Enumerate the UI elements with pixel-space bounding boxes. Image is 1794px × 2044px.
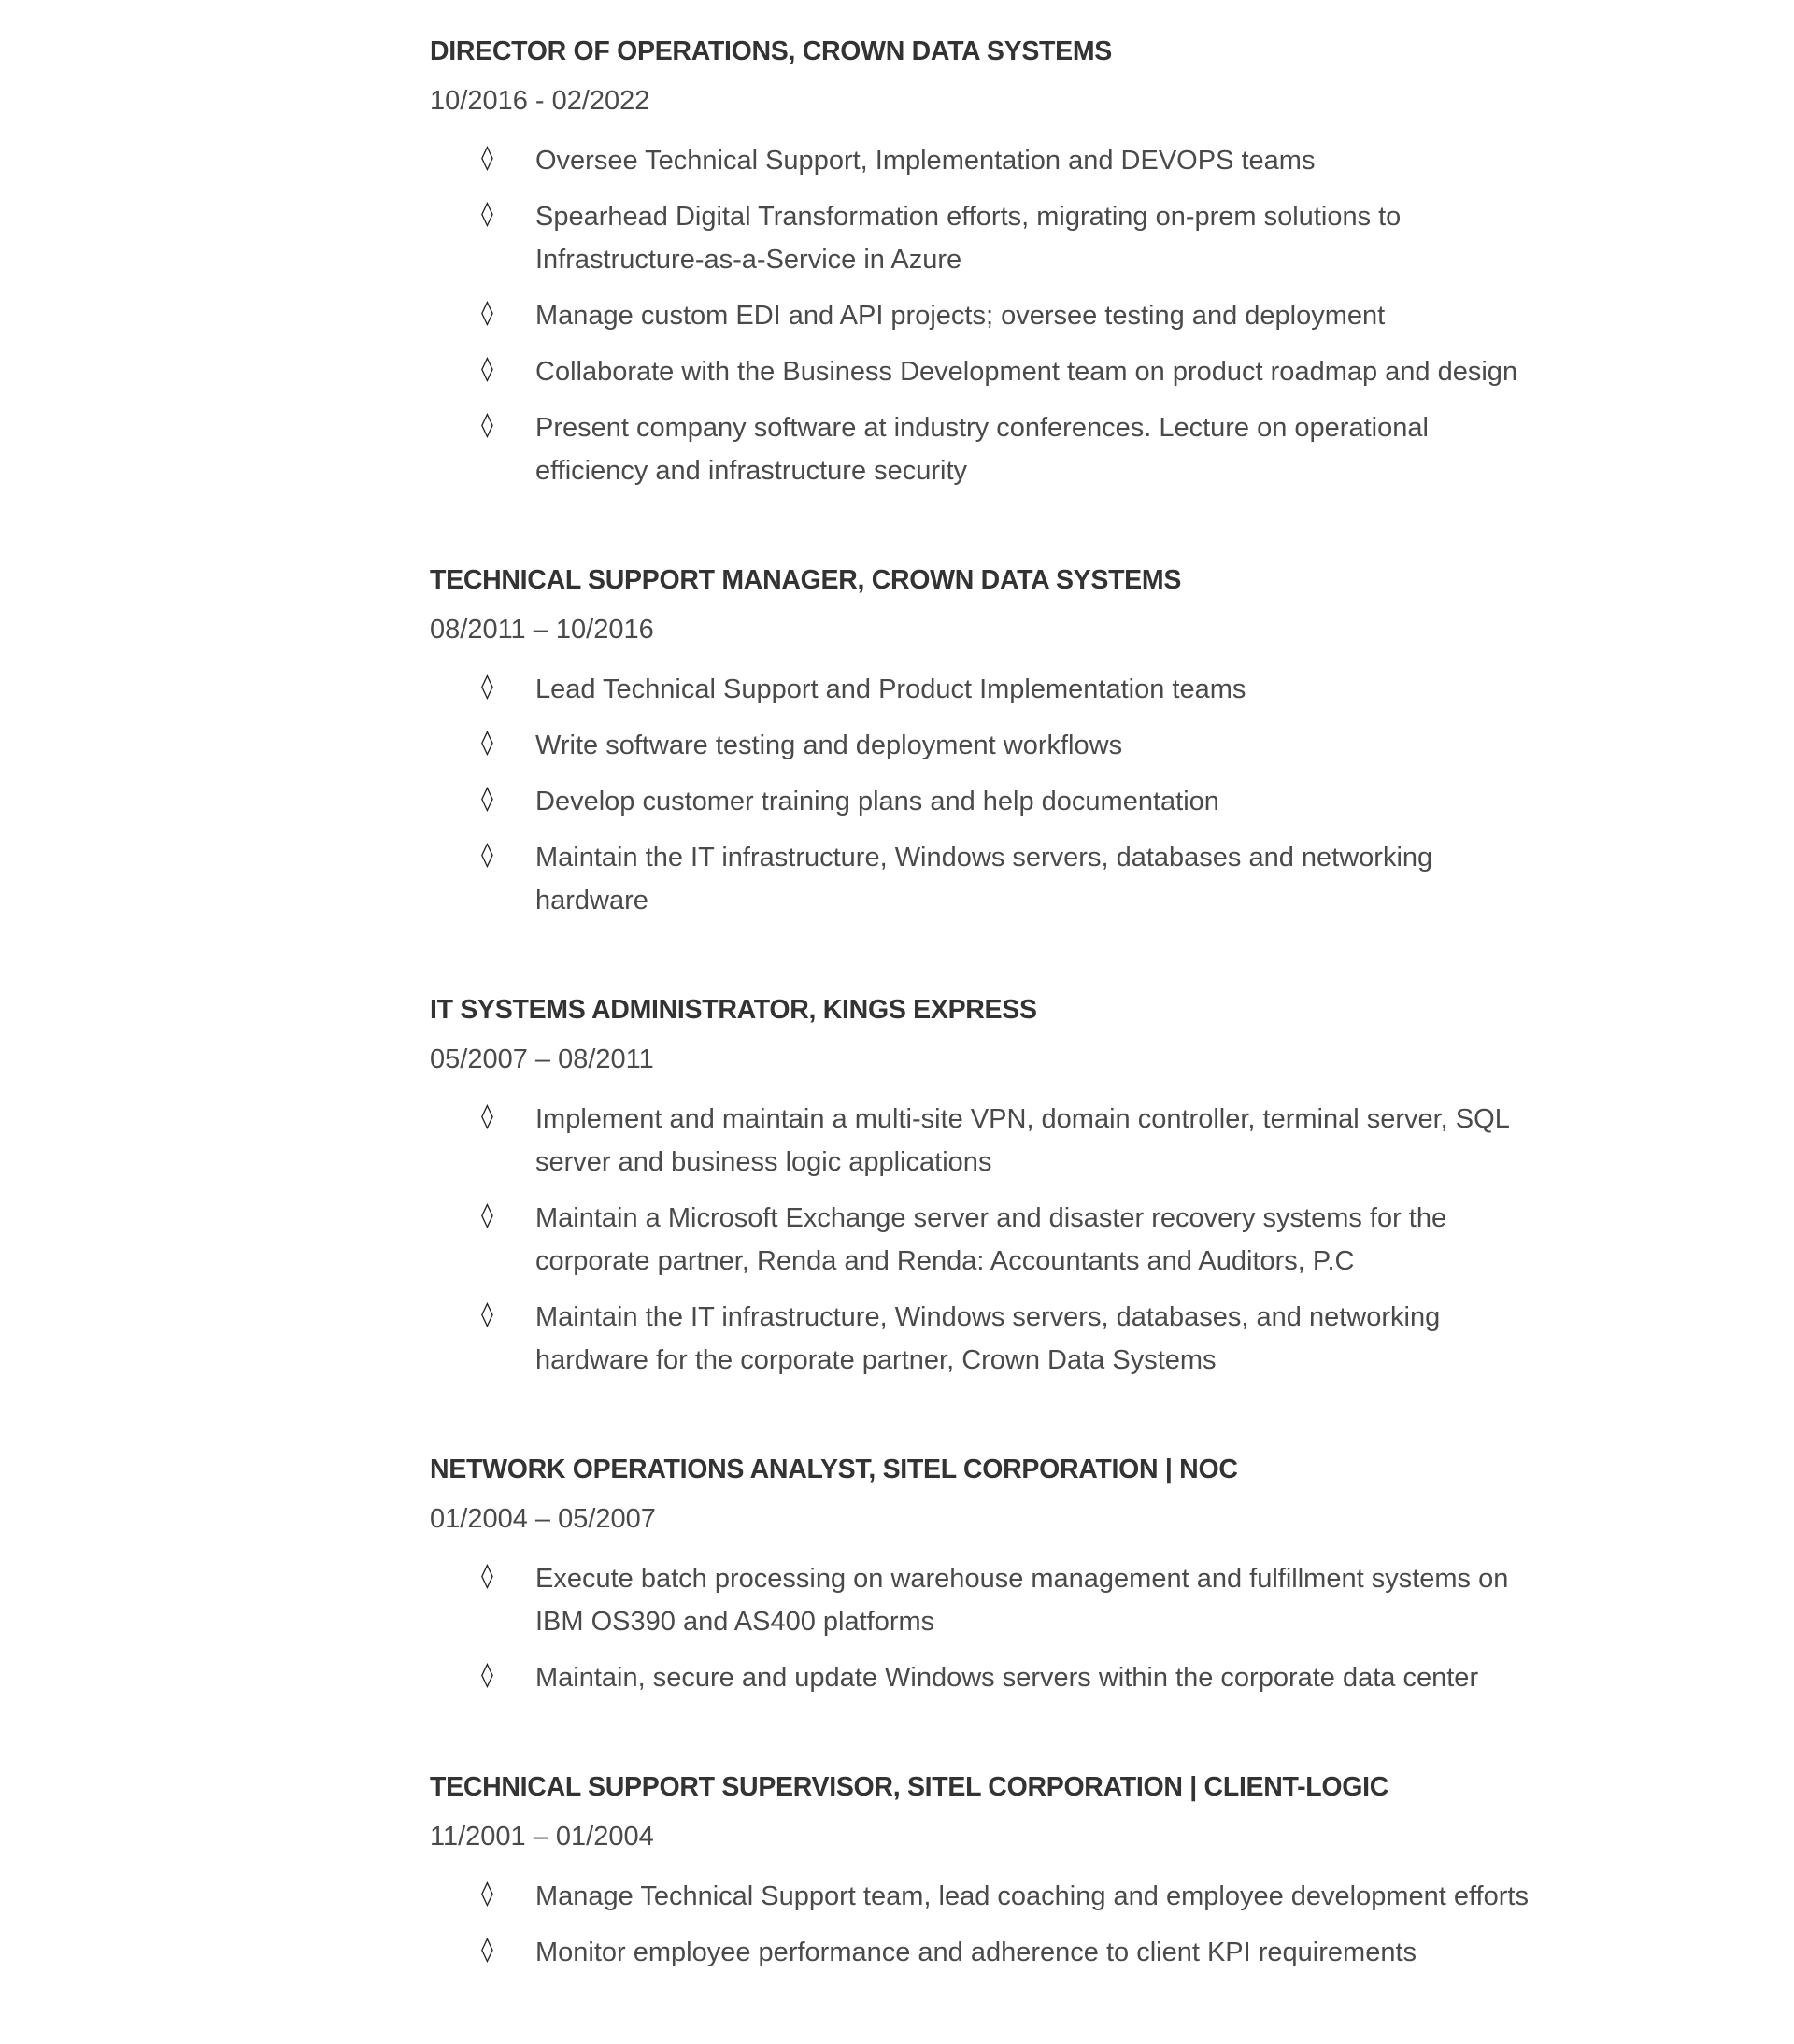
job-bullet-text: Execute batch processing on warehouse management and fulfillment systems on IBM OS390 and AS400 platforms bbox=[535, 1564, 1509, 1637]
job-bullet-list bbox=[430, 1875, 1644, 1974]
job-bullet-list bbox=[430, 1098, 1644, 1382]
job-entry bbox=[430, 1452, 1644, 1699]
diamond-outline-icon: ◊ bbox=[481, 1562, 493, 1590]
job-bullet-item bbox=[430, 668, 1545, 711]
job-bullet-item bbox=[430, 836, 1545, 922]
job-bullet-item bbox=[430, 350, 1545, 393]
diamond-outline-icon: ◊ bbox=[481, 1102, 493, 1130]
job-bullet-item bbox=[430, 139, 1545, 182]
job-title: DIRECTOR OF OPERATIONS, CROWN DATA SYSTEMS bbox=[430, 36, 1113, 66]
diamond-outline-icon: ◊ bbox=[481, 729, 493, 757]
job-bullet-text: Maintain the IT infrastructure, Windows servers, databases and networking hardware bbox=[535, 843, 1433, 916]
job-bullet-text: Lead Technical Support and Product Implementation teams bbox=[535, 674, 1246, 704]
diamond-outline-icon: ◊ bbox=[481, 673, 493, 701]
job-bullet-text: Collaborate with the Business Development team on product roadmap and design bbox=[535, 357, 1518, 387]
diamond-outline-icon: ◊ bbox=[481, 144, 493, 172]
job-bullet-item bbox=[430, 780, 1545, 823]
job-bullet-item bbox=[430, 1098, 1545, 1184]
job-bullet-item bbox=[430, 1557, 1545, 1643]
job-bullet-item bbox=[430, 1875, 1545, 1918]
job-bullet-text: Develop customer training plans and help documentation bbox=[535, 787, 1219, 816]
job-entry bbox=[430, 34, 1644, 492]
job-title: TECHNICAL SUPPORT SUPERVISOR, SITEL CORPORATION | CLIENT-LOGIC bbox=[430, 1772, 1389, 1802]
job-bullet-item bbox=[430, 724, 1545, 767]
job-title: TECHNICAL SUPPORT MANAGER, CROWN DATA SYSTEMS bbox=[430, 565, 1182, 595]
diamond-outline-icon: ◊ bbox=[481, 200, 493, 228]
diamond-outline-icon: ◊ bbox=[481, 1661, 493, 1689]
job-dates: 11/2001 – 01/2004 bbox=[430, 1822, 654, 1852]
job-bullet-text: Manage Technical Support team, lead coaching and employee development efforts bbox=[535, 1881, 1529, 1911]
job-bullet-text: Maintain a Microsoft Exchange server and disaster recovery systems for the corporate partner, Renda and Renda: Accountants and Auditors, P.C bbox=[535, 1203, 1447, 1276]
diamond-outline-icon: ◊ bbox=[481, 841, 493, 869]
diamond-outline-icon: ◊ bbox=[481, 355, 493, 383]
job-bullet-item bbox=[430, 1197, 1545, 1283]
diamond-outline-icon: ◊ bbox=[481, 1880, 493, 1908]
resume-experience-section bbox=[430, 34, 1644, 2044]
job-bullet-list bbox=[430, 139, 1644, 492]
job-bullet-text: Maintain the IT infrastructure, Windows servers, databases, and networking hardware for the corporate partner, Crown Data Systems bbox=[535, 1302, 1441, 1375]
job-bullet-text: Oversee Technical Support, Implementation and DEVOPS teams bbox=[535, 146, 1316, 176]
job-entry bbox=[430, 992, 1644, 1382]
job-bullet-text: Implement and maintain a multi-site VPN, domain controller, terminal server, SQL server and business logic applications bbox=[535, 1104, 1509, 1177]
job-dates: 01/2004 – 05/2007 bbox=[430, 1504, 656, 1534]
job-bullet-item bbox=[430, 294, 1545, 337]
job-bullet-text: Manage custom EDI and API projects; oversee testing and deployment bbox=[535, 301, 1386, 331]
diamond-outline-icon: ◊ bbox=[481, 785, 493, 813]
job-bullet-list bbox=[430, 1557, 1644, 1699]
job-bullet-item bbox=[430, 1296, 1545, 1382]
job-bullet-text: Maintain, secure and update Windows servers within the corporate data center bbox=[535, 1663, 1479, 1693]
job-title: IT SYSTEMS ADMINISTRATOR, KINGS EXPRESS bbox=[430, 995, 1037, 1025]
job-entry bbox=[430, 1769, 1644, 1974]
job-bullet-text: Present company software at industry conferences. Lecture on operational efficiency and infrastructure security bbox=[535, 413, 1429, 486]
job-bullet-text: Spearhead Digital Transformation efforts, migrating on-prem solutions to Infrastructure-as-a-Service in Azure bbox=[535, 202, 1402, 275]
job-bullet-item bbox=[430, 1931, 1545, 1974]
job-bullet-text: Monitor employee performance and adherence to client KPI requirements bbox=[535, 1938, 1417, 1967]
diamond-outline-icon: ◊ bbox=[481, 1936, 493, 1964]
diamond-outline-icon: ◊ bbox=[481, 1300, 493, 1328]
job-bullet-list bbox=[430, 668, 1644, 922]
job-dates: 10/2016 - 02/2022 bbox=[430, 86, 650, 116]
job-title: NETWORK OPERATIONS ANALYST, SITEL CORPORATION | NOC bbox=[430, 1455, 1238, 1484]
job-bullet-item bbox=[430, 1656, 1545, 1699]
job-entry bbox=[430, 562, 1644, 922]
job-dates: 08/2011 – 10/2016 bbox=[430, 615, 654, 645]
job-bullet-item bbox=[430, 406, 1545, 492]
diamond-outline-icon: ◊ bbox=[481, 1201, 493, 1229]
job-dates: 05/2007 – 08/2011 bbox=[430, 1044, 654, 1074]
job-bullet-text: Write software testing and deployment workflows bbox=[535, 731, 1123, 760]
diamond-outline-icon: ◊ bbox=[481, 411, 493, 439]
job-bullet-item bbox=[430, 195, 1545, 281]
diamond-outline-icon: ◊ bbox=[481, 299, 493, 327]
